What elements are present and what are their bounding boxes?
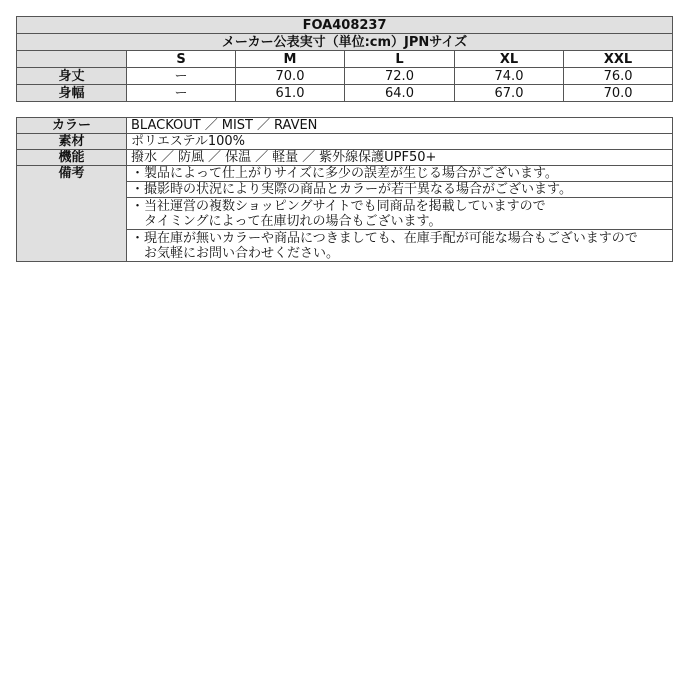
note-line: タイミングによって在庫切れの場合もございます。 [131,213,442,229]
length-xl: 74.0 [455,68,564,85]
material-value: ポリエステル100% [127,134,673,150]
color-separator: ／ [256,118,270,133]
note-item [127,198,673,230]
color-item: BLACKOUT [131,118,201,133]
function-item: 防風 [178,150,205,165]
notes-label: 備考 [17,166,127,262]
width-l: 64.0 [345,85,455,102]
note-item [127,230,673,262]
function-item: 撥水 [131,150,158,165]
function-separator: ／ [161,150,175,165]
color-item: RAVEN [274,118,318,133]
function-separator: ／ [208,150,222,165]
function-item: 軽量 [272,150,299,165]
size-table [16,16,673,102]
color-value [127,118,673,134]
color-label: カラー [17,118,127,134]
note-item: ・撮影時の状況により実際の商品とカラーが若干異なる場合がございます。 [127,182,673,198]
color-item: MIST [221,118,253,133]
function-separator: ／ [255,150,269,165]
function-value [127,150,673,166]
length-xxl: 76.0 [564,68,673,85]
note-line: ・当社運営の複数ショッピングサイトでも同商品を掲載していますので [131,198,546,214]
color-separator: ／ [204,118,218,133]
width-xxl: 70.0 [564,85,673,102]
product-code: FOA408237 [17,17,673,34]
width-xl: 67.0 [455,85,564,102]
spec-table [16,117,673,262]
length-m: 70.0 [236,68,345,85]
note-line: ・現在庫が無いカラーや商品につきましても、在庫手配が可能な場合もございますので [131,230,638,246]
row-label-width: 身幅 [17,85,127,102]
note-line: お気軽にお問い合わせください。 [131,245,340,261]
size-header-m: M [236,51,345,68]
function-separator: ／ [302,150,316,165]
row-label-length: 身丈 [17,68,127,85]
note-item: ・製品によって仕上がりサイズに多少の誤差が生じる場合がございます。 [127,166,673,182]
function-label: 機能 [17,150,127,166]
size-header-l: L [345,51,455,68]
size-header-xxl: XXL [564,51,673,68]
size-header-xl: XL [455,51,564,68]
material-label: 素材 [17,134,127,150]
width-s: ー [127,85,236,102]
length-l: 72.0 [345,68,455,85]
function-item: 保温 [225,150,252,165]
length-s: ー [127,68,236,85]
size-header-s: S [127,51,236,68]
size-header-blank [17,51,127,68]
width-m: 61.0 [236,85,345,102]
size-table-subtitle: メーカー公表実寸（単位:cm）JPNサイズ [17,34,673,51]
function-item: 紫外線保護UPF50+ [319,150,437,165]
